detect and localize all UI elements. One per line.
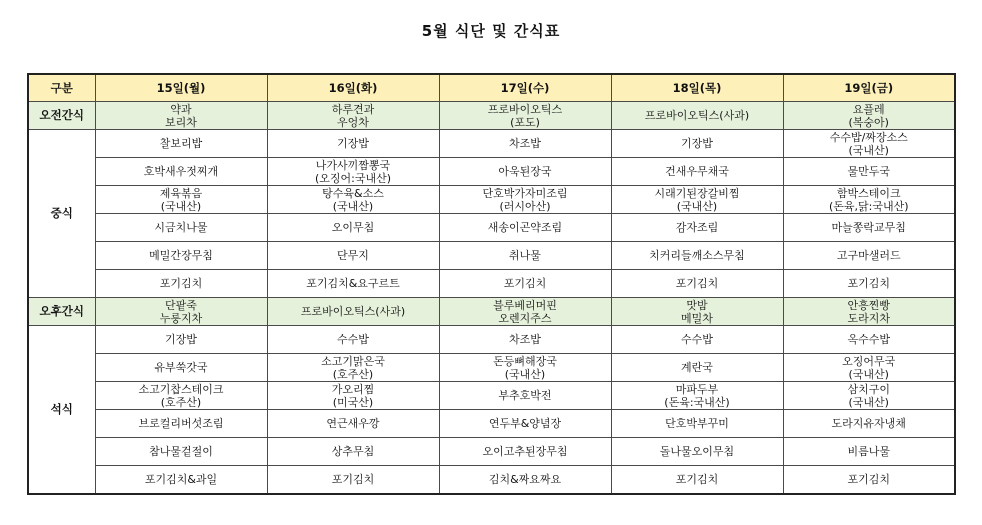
menu-cell	[783, 270, 955, 298]
menu-item: 프로바이오틱스	[487, 102, 563, 116]
afternoon-snack-row	[28, 298, 955, 326]
menu-cell	[611, 466, 783, 495]
menu-item: (국내산)	[676, 199, 718, 213]
menu-cell	[439, 102, 611, 130]
dinner-row	[28, 466, 955, 495]
menu-cell	[95, 214, 267, 242]
menu-cell	[95, 326, 267, 354]
dinner-label: 석식	[28, 326, 95, 495]
menu-item: 메밀차	[681, 311, 713, 325]
menu-cell	[783, 214, 955, 242]
morning-snack-label: 오전간식	[28, 102, 95, 130]
menu-cell	[611, 186, 783, 214]
menu-item: 고구마샐러드	[836, 249, 901, 262]
menu-cell	[611, 438, 783, 466]
menu-item: (호주산)	[332, 367, 374, 381]
menu-cell	[611, 270, 783, 298]
menu-cell	[611, 354, 783, 382]
menu-cell	[611, 326, 783, 354]
menu-item: 요플레	[852, 102, 885, 116]
menu-cell	[611, 130, 783, 158]
morning-snack-row	[28, 102, 955, 130]
menu-item: 마파두부	[675, 382, 719, 396]
menu-item: 나가사끼짬뽕국	[315, 158, 391, 172]
menu-cell	[439, 466, 611, 495]
menu-cell	[95, 298, 267, 326]
menu-item: 메밀간장무침	[149, 249, 213, 262]
menu-item: 기장밥	[165, 333, 197, 346]
menu-cell	[439, 298, 611, 326]
menu-item: 하루견과	[331, 102, 375, 116]
menu-cell	[439, 438, 611, 466]
menu-item: (미국산)	[332, 395, 374, 409]
menu-cell	[267, 186, 439, 214]
menu-cell	[611, 298, 783, 326]
header-category: 구분	[28, 74, 95, 102]
menu-item: 취나물	[509, 249, 541, 262]
menu-item: (오징어:국내산)	[314, 171, 392, 185]
header-day: 15일(월)	[95, 74, 267, 102]
menu-cell	[95, 186, 267, 214]
lunch-row	[28, 158, 955, 186]
menu-item: 비름나물	[847, 445, 890, 458]
menu-item: (호주산)	[160, 395, 202, 409]
menu-cell	[267, 438, 439, 466]
menu-item: 우엉차	[337, 115, 369, 129]
menu-item: 프로바이오틱스(사과)	[644, 109, 750, 122]
menu-item: 부추호박전	[498, 389, 552, 402]
menu-item: 차조밥	[509, 333, 541, 346]
menu-item: 건새우무채국	[665, 165, 729, 178]
menu-item: 수수밥	[337, 333, 369, 346]
menu-item: 오징어무국	[842, 354, 896, 368]
menu-item: 포기김치&요구르트	[306, 277, 400, 290]
menu-cell	[783, 242, 955, 270]
menu-item: 수수밥	[681, 333, 713, 346]
menu-item: 새송이곤약조림	[487, 221, 563, 234]
afternoon-snack-label: 오후간식	[28, 298, 95, 326]
lunch-label: 중식	[28, 130, 95, 298]
menu-item: (국내산)	[160, 199, 202, 213]
menu-item: 찰보리밥	[159, 137, 203, 150]
menu-item: 블루베리머핀	[493, 298, 557, 312]
menu-item: (국내산)	[848, 143, 889, 157]
lunch-row	[28, 214, 955, 242]
menu-item: 안흥찐빵	[847, 298, 890, 312]
menu-cell	[95, 354, 267, 382]
menu-item: (러시아산)	[499, 199, 551, 213]
dinner-row	[28, 354, 955, 382]
menu-item: 포기김치	[675, 277, 719, 290]
menu-item: 상추무침	[331, 445, 375, 458]
menu-item: (복숭아)	[848, 115, 889, 129]
menu-cell	[95, 382, 267, 410]
header-day: 17일(수)	[439, 74, 611, 102]
menu-cell	[611, 214, 783, 242]
menu-item: 제육볶음	[159, 186, 203, 200]
header-day: 16일(화)	[267, 74, 439, 102]
lunch-row	[28, 130, 955, 158]
menu-cell	[439, 382, 611, 410]
menu-item: (돈육:국내산)	[664, 395, 730, 409]
menu-cell	[267, 102, 439, 130]
menu-item: 도라지차	[847, 311, 890, 325]
menu-cell	[439, 130, 611, 158]
menu-cell	[783, 186, 955, 214]
lunch-row	[28, 186, 955, 214]
menu-item: 치커리들깨소스무침	[649, 249, 745, 262]
menu-item: 돌나물오이무침	[659, 445, 735, 458]
menu-cell	[783, 158, 955, 186]
menu-cell	[439, 354, 611, 382]
menu-item: 참나물겉절이	[149, 445, 213, 458]
header-day: 18일(목)	[611, 74, 783, 102]
menu-cell	[783, 410, 955, 438]
menu-item: 감자조림	[675, 221, 719, 234]
menu-cell	[267, 354, 439, 382]
menu-table	[27, 73, 956, 495]
menu-item: 함박스테이크	[836, 186, 901, 200]
menu-item: 물만두국	[847, 165, 890, 178]
menu-item: 계란국	[681, 361, 713, 374]
menu-cell	[95, 270, 267, 298]
menu-item: (국내산)	[848, 395, 889, 409]
menu-cell	[267, 270, 439, 298]
menu-item: (국내산)	[332, 199, 374, 213]
menu-item: (포도)	[510, 115, 540, 129]
menu-item: 기장밥	[337, 137, 369, 150]
menu-cell	[95, 438, 267, 466]
menu-item: 단호박부꾸미	[665, 417, 729, 430]
menu-cell	[267, 410, 439, 438]
menu-item: 도라지유자냉채	[831, 417, 906, 430]
menu-item: (국내산)	[504, 367, 546, 381]
menu-cell	[95, 410, 267, 438]
menu-item: 보리차	[165, 115, 197, 129]
menu-item: 차조밥	[509, 137, 541, 150]
menu-item: 브로컬리버섯조림	[138, 417, 224, 430]
menu-cell	[611, 410, 783, 438]
menu-item: 오이무침	[331, 221, 375, 234]
menu-item: 약과	[170, 102, 192, 116]
menu-item: 포기김치	[675, 473, 719, 486]
menu-cell	[439, 326, 611, 354]
menu-item: 김치&짜요짜요	[488, 473, 562, 486]
lunch-row	[28, 242, 955, 270]
menu-cell	[439, 186, 611, 214]
menu-cell	[95, 102, 267, 130]
menu-cell	[783, 354, 955, 382]
menu-cell	[783, 298, 955, 326]
menu-cell	[439, 214, 611, 242]
menu-item: 삼치구이	[847, 382, 890, 396]
lunch-row	[28, 270, 955, 298]
menu-item: 가오리찜	[331, 382, 375, 396]
menu-item: (돈육,닭:국내산)	[828, 199, 909, 213]
menu-cell	[611, 158, 783, 186]
menu-item: 포기김치	[159, 277, 203, 290]
menu-item: 기장밥	[681, 137, 713, 150]
menu-cell	[267, 382, 439, 410]
dinner-row	[28, 438, 955, 466]
menu-cell	[783, 130, 955, 158]
menu-item: 단무지	[337, 249, 369, 262]
menu-cell	[439, 158, 611, 186]
menu-cell	[783, 326, 955, 354]
dinner-row	[28, 382, 955, 410]
menu-cell	[267, 214, 439, 242]
menu-item: 아욱된장국	[498, 165, 552, 178]
menu-cell	[439, 242, 611, 270]
header-row	[28, 74, 955, 102]
menu-item: 포기김치	[847, 277, 890, 290]
menu-cell	[95, 242, 267, 270]
menu-item: 돈등뼈해장국	[493, 354, 557, 368]
menu-item: 단호박가자미조림	[482, 186, 568, 200]
menu-item: 연근새우깡	[326, 417, 380, 430]
menu-cell	[611, 242, 783, 270]
menu-item: 포기김치	[331, 473, 375, 486]
menu-item: 소고기맑은국	[321, 354, 385, 368]
menu-cell	[267, 130, 439, 158]
menu-cell	[267, 158, 439, 186]
menu-cell	[439, 270, 611, 298]
menu-item: 연두부&양념장	[488, 417, 562, 430]
menu-cell	[95, 158, 267, 186]
menu-item: 탕수육&소스	[322, 186, 384, 200]
menu-cell	[611, 382, 783, 410]
header-day: 19일(금)	[783, 74, 955, 102]
menu-item: 맛밤	[686, 298, 708, 312]
menu-cell	[611, 102, 783, 130]
menu-item: 시금치나물	[154, 221, 208, 234]
menu-item: 호박새우젓찌개	[143, 165, 219, 178]
menu-item: 프로바이오틱스(사과)	[300, 305, 406, 318]
menu-cell	[783, 438, 955, 466]
menu-cell	[439, 410, 611, 438]
menu-item: 마늘쫑락교무침	[831, 221, 906, 234]
menu-cell	[267, 242, 439, 270]
menu-item: 소고기찹스테이크	[138, 382, 224, 396]
menu-cell	[95, 466, 267, 495]
menu-item: 수수밥/짜장소스	[829, 130, 908, 144]
menu-cell	[267, 466, 439, 495]
menu-item: 오렌지주스	[498, 311, 552, 325]
menu-item: (국내산)	[848, 367, 889, 381]
menu-item: 유부쑥갓국	[154, 361, 208, 374]
menu-cell	[267, 326, 439, 354]
menu-cell	[267, 298, 439, 326]
menu-cell	[783, 466, 955, 495]
menu-item: 누룽지차	[159, 311, 203, 325]
menu-item: 단팥죽	[165, 298, 197, 312]
menu-item: 포기김치	[503, 277, 547, 290]
menu-item: 포기김치&과일	[144, 473, 218, 486]
menu-item: 옥수수밥	[847, 333, 890, 346]
dinner-row	[28, 410, 955, 438]
menu-cell	[783, 382, 955, 410]
dinner-row	[28, 326, 955, 354]
menu-item: 오이고추된장무침	[482, 445, 568, 458]
menu-cell	[783, 102, 955, 130]
menu-item: 포기김치	[847, 473, 890, 486]
menu-cell	[95, 130, 267, 158]
page-title: 5월 식단 및 간식표	[421, 22, 561, 40]
menu-item: 시래기된장갈비찜	[654, 186, 740, 200]
